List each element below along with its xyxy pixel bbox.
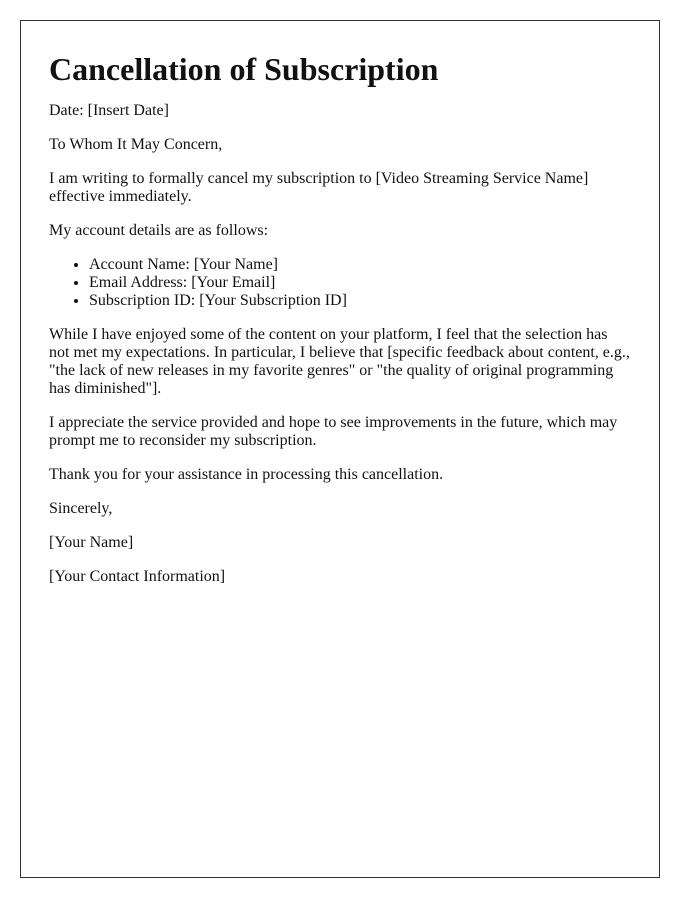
letter-document (20, 20, 660, 878)
thanks-paragraph: Thank you for your assistance in processing this cancellation. (49, 465, 444, 483)
letter-closing: Sincerely, (49, 499, 113, 517)
signature-contact: [Your Contact Information] (49, 567, 226, 585)
email-address-item: • Email Address: [Your Email] (89, 274, 631, 292)
appreciation-paragraph: I appreciate the service provided and hope to see improvements in the future, which may prompt me to reconsider my subscription. (49, 413, 618, 449)
account-details-intro: My account details are as follows: (49, 221, 269, 239)
feedback-paragraph: While I have enjoyed some of the content on your platform, I feel that the selection has not met my expectations. In particular, I believe that [specific feedback about content, e.g., "the lack of new releases in my favorite genres" or "the quality of original programming has diminished"]. (49, 325, 630, 397)
subscription-id-item: • Subscription ID: [Your Subscription ID] (89, 292, 631, 310)
letter-salutation: To Whom It May Concern, (49, 135, 223, 153)
letter-date: Date: [Insert Date] (49, 101, 169, 119)
account-name-item: • Account Name: [Your Name] (89, 256, 631, 274)
letter-title: Cancellation of Subscription (49, 51, 439, 87)
signature-name: [Your Name] (49, 533, 134, 551)
letter-intro-paragraph: I am writing to formally cancel my subscription to [Video Streaming Service Name] effective immediately. (49, 169, 589, 205)
account-details-list (49, 256, 631, 310)
